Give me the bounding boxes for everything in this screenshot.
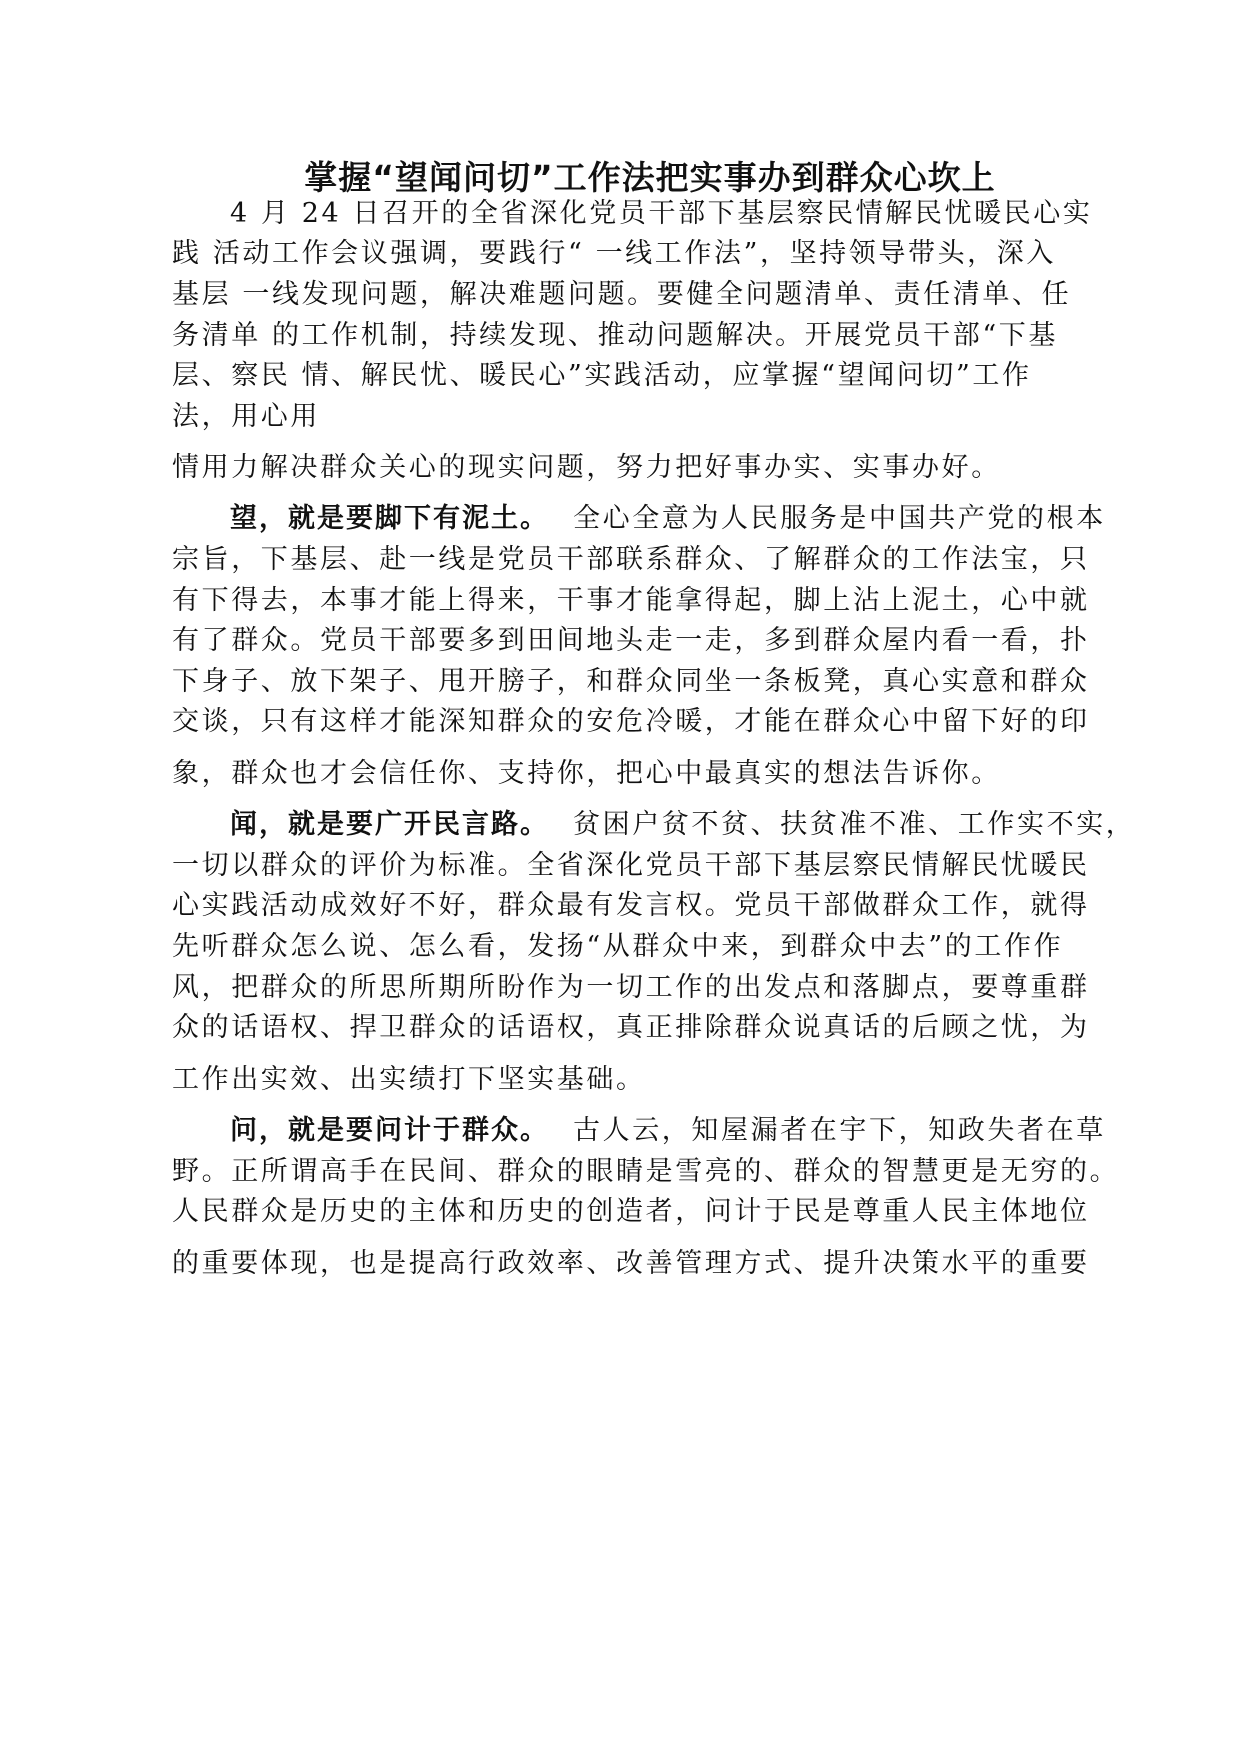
paragraph-4-line-1 [230,1117,1106,1144]
paragraph-3-line-2: 一切以群众的评价为标准。全省深化党员干部下基层察民情解民忧暖民 [172,850,1090,881]
paragraph-2-first-line-text: 全心全意为人民服务是中国共产党的根本 [573,503,1106,534]
paragraph-1-line-6: 法，用心用 [172,401,320,432]
paragraph-4-line-2: 野。正所谓高手在民间、群众的眼睛是雪亮的、群众的智慧更是无穷的。 [172,1156,1120,1187]
paragraph-3-lead: 闻，就是要广开民言路。 [230,809,549,840]
paragraph-2-line-4: 有了群众。党员干部要多到田间地头走一走，多到群众屋内看一看，扑 [172,625,1090,656]
paragraph-3-line-7: 工作出实效、出实绩打下坚实基础。 [172,1064,646,1095]
paragraph-1-line-2: 践 活动工作会议强调，要践行“ 一线工作法”，坚持领导带头，深入 [172,238,1056,269]
paragraph-1-line-7: 情用力解决群众关心的现实问题，努力把好事办实、实事办好。 [172,452,1001,483]
paragraph-4-lead: 问，就是要问计于群众。 [230,1115,549,1146]
paragraph-4-first-line-text: 古人云，知屋漏者在宇下，知政失者在草 [573,1115,1106,1146]
page-title: 掌握“望闻问切”工作法把实事办到群众心坎上 [304,158,996,197]
paragraph-2-line-1 [230,505,1106,532]
paragraph-2-line-5: 下身子、放下架子、甩开膀子，和群众同坐一条板凳，真心实意和群众 [172,666,1090,697]
paragraph-1-line-4: 务清单 的工作机制，持续发现、推动问题解决。开展党员干部“下基 [172,320,1058,351]
paragraph-3-line-3: 心实践活动成效好不好，群众最有发言权。党员干部做群众工作，就得 [172,890,1090,921]
paragraph-1-line-3: 基层 一线发现问题，解决难题问题。要健全问题清单、责任清单、任 [172,279,1072,310]
paragraph-3-first-line-text: 贫困户贫不贫、扶贫准不准、工作实不实， [573,809,1136,840]
paragraph-4-line-3: 人民群众是历史的主体和历史的创造者，问计于民是尊重人民主体地位 [172,1196,1090,1227]
paragraph-2-line-6: 交谈，只有这样才能深知群众的安危冷暖，才能在群众心中留下好的印 [172,706,1090,737]
paragraph-2-line-3: 有下得去，本事才能上得来，干事才能拿得起，脚上沾上泥土，心中就 [172,585,1090,616]
paragraph-2-line-2: 宗旨，下基层、赴一线是党员干部联系群众、了解群众的工作法宝，只 [172,544,1090,575]
paragraph-3-line-5: 风，把群众的所思所期所盼作为一切工作的出发点和落脚点，要尊重群 [172,972,1090,1003]
paragraph-4-line-4: 的重要体现，也是提高行政效率、改善管理方式、提升决策水平的重要 [172,1248,1090,1279]
paragraph-3-line-1 [230,811,1135,838]
paragraph-2-lead: 望，就是要脚下有泥土。 [230,503,549,534]
paragraph-3-line-4: 先听群众怎么说、怎么看，发扬“从群众中来，到群众中去”的工作作 [172,931,1064,962]
paragraph-1-line-5: 层、察民 情、解民忧、暖民心”实践活动，应掌握“望闻问切”工作 [172,360,1032,391]
paragraph-3-line-6: 众的话语权、捍卫群众的话语权，真正排除群众说真话的后顾之忧，为 [172,1012,1090,1043]
paragraph-1-line-1: 4 月 24 日召开的全省深化党员干部下基层察民情解民忧暖民心实 [230,198,1093,229]
paragraph-2-line-7: 象，群众也才会信任你、支持你，把心中最真实的想法告诉你。 [172,758,1001,789]
